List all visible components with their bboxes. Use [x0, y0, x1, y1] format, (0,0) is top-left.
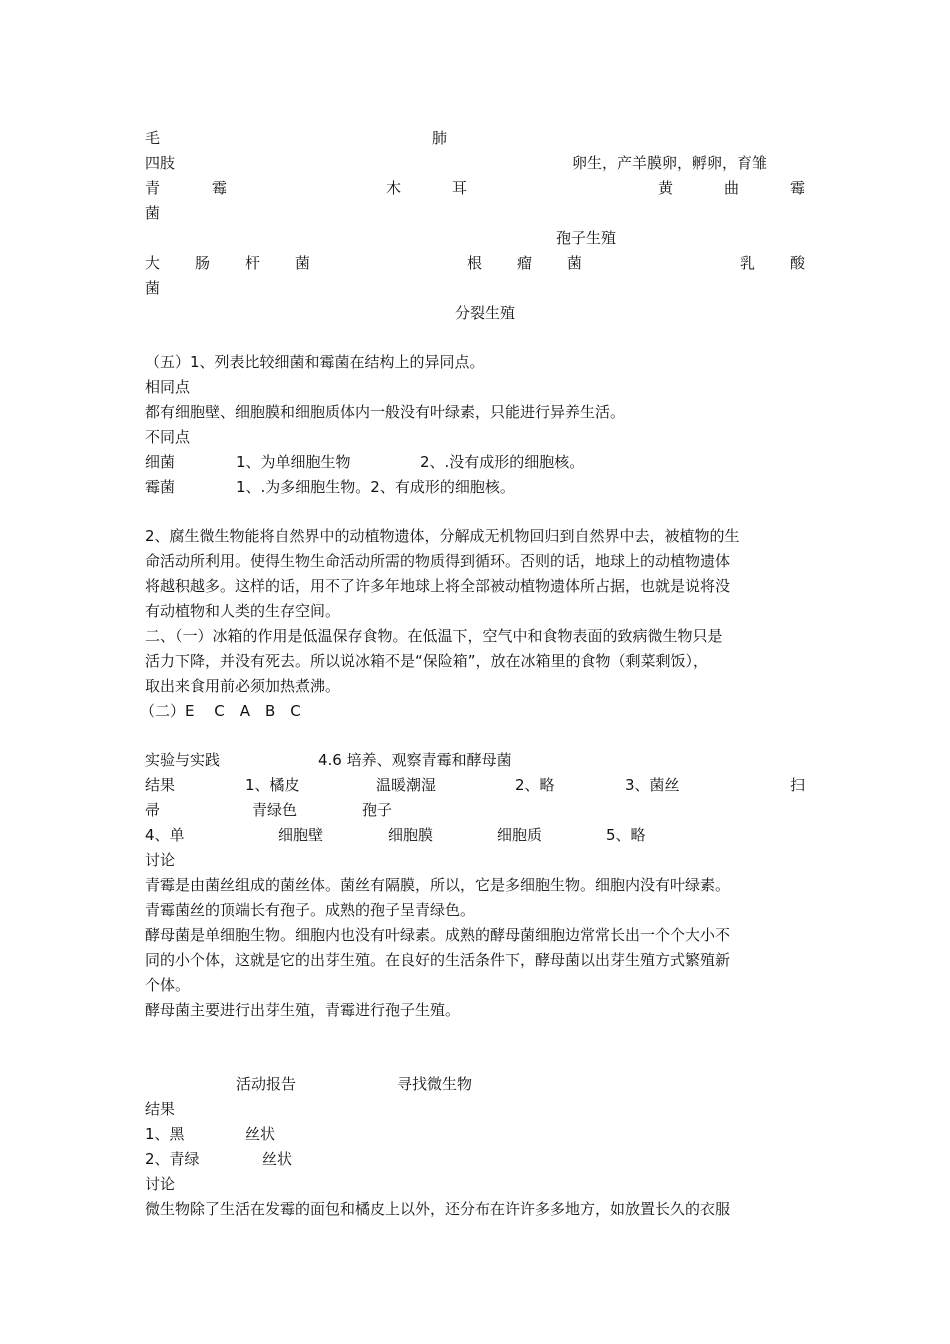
text-baozi: 孢子生殖: [556, 229, 617, 247]
text-jun4: 菌: [145, 279, 161, 297]
text-sizhi: 四肢: [145, 154, 176, 172]
text-mao: 毛: [145, 129, 161, 147]
text-d3: 细胞膜: [388, 826, 434, 844]
paragraph-line: 有动植物和人类的生存空间。: [145, 602, 341, 620]
text-er: 耳: [452, 179, 468, 197]
text-same: 都有细胞壁、细胞膜和细胞质体内一般没有叶绿素，只能进行异养生活。: [145, 403, 626, 421]
label-result: 结果: [145, 1100, 176, 1118]
text-qu: 曲: [724, 179, 740, 197]
label-bacteria: 细菌: [145, 453, 176, 471]
paragraph-line: 酵母菌主要进行出芽生殖，青霉进行孢子生殖。: [145, 1001, 461, 1019]
label-result: 结果: [145, 776, 176, 794]
text-liu: 瘤: [517, 254, 533, 272]
section-title-label: 实验与实践: [145, 751, 221, 769]
text-zhou: 帚: [145, 801, 161, 819]
text-gan: 杆: [245, 254, 261, 272]
paragraph-line: 青霉菌丝的顶端长有孢子。成熟的孢子呈青绿色。: [145, 901, 476, 919]
paragraph-line: 微生物除了生活在发霉的面包和橘皮上以外，还分布在许许多多地方，如放置长久的衣服: [145, 1200, 731, 1218]
text-jun1: 菌: [145, 204, 161, 222]
section-title: 寻找微生物: [397, 1075, 473, 1093]
text-d5: 5、略: [606, 826, 646, 844]
text-mei2: 霉: [790, 179, 806, 197]
text-a1: 1、黑: [145, 1125, 185, 1143]
paragraph-line: 青霉是由菌丝组成的菌丝体。菌丝有隔膜，所以，它是多细胞生物。细胞内没有叶绿素。: [145, 876, 731, 894]
text-r5: 扫: [790, 776, 806, 794]
text-d1: 4、单: [145, 826, 185, 844]
text-r4: 3、菌丝: [625, 776, 680, 794]
answer-line: （二）E C A B C: [140, 702, 301, 720]
text-r2: 温暖潮湿: [376, 776, 437, 794]
text-r3: 2、略: [515, 776, 555, 794]
heading-same: 相同点: [145, 378, 191, 396]
text-qinglvse: 青绿色: [252, 801, 298, 819]
paragraph-line: 命活动所利用。使得生物生命活动所需的物质得到循环。否则的话，地球上的动植物遗体: [145, 552, 731, 570]
text-luansheng: 卵生，产羊膜卵，孵卵，育雏: [572, 154, 768, 172]
text-gen: 根: [467, 254, 483, 272]
text-mold: 1、.为多细胞生物。2、有成形的细胞核。: [236, 478, 515, 496]
label-discussion: 讨论: [145, 851, 176, 869]
text-mu: 木: [386, 179, 402, 197]
text-bacteria-1: 1、为单细胞生物: [236, 453, 351, 471]
text-fenlie: 分裂生殖: [455, 304, 516, 322]
label-mold: 霉菌: [145, 478, 176, 496]
paragraph-line: 将越积越多。这样的话，用不了许多年地球上将全部被动植物遗体所占据，也就是说将没: [145, 577, 731, 595]
text-baozi: 孢子: [362, 801, 393, 819]
text-ru: 乳: [740, 254, 756, 272]
text-chang: 肠: [195, 254, 211, 272]
section-title-label: 活动报告: [236, 1075, 297, 1093]
text-jun2: 菌: [295, 254, 311, 272]
text-d4: 细胞质: [497, 826, 543, 844]
heading-diff: 不同点: [145, 428, 191, 446]
text-a2b: 丝状: [262, 1150, 293, 1168]
text-huang: 黄: [658, 179, 674, 197]
text-r1: 1、橘皮: [245, 776, 300, 794]
text-d2: 细胞壁: [278, 826, 324, 844]
text-mei: 霉: [212, 179, 228, 197]
text-bacteria-2: 2、.没有成形的细胞核。: [420, 453, 585, 471]
label-discussion: 讨论: [145, 1175, 176, 1193]
text-jun3: 菌: [567, 254, 583, 272]
paragraph-line: 二、（一）冰箱的作用是低温保存食物。在低温下，空气中和食物表面的致病微生物只是: [145, 627, 723, 645]
paragraph-line: 2、腐生微生物能将自然界中的动植物遗体，分解成无机物回归到自然界中去，被植物的生: [145, 527, 740, 545]
paragraph-line: 取出来食用前必须加热煮沸。: [145, 677, 341, 695]
paragraph-line: 活力下降，并没有死去。所以说冰箱不是“保险箱”，放在冰箱里的食物（剩菜剩饭），: [145, 652, 709, 670]
text-fei: 肺: [432, 129, 448, 147]
text-qing: 青: [145, 179, 161, 197]
text-da: 大: [145, 254, 161, 272]
paragraph-line: 酵母菌是单细胞生物。细胞内也没有叶绿素。成熟的酵母菌细胞边常常长出一个个大小不: [145, 926, 731, 944]
text-a1b: 丝状: [245, 1125, 276, 1143]
paragraph-line: 个体。: [145, 976, 191, 994]
section-title: 4.6 培养、观察青霉和酵母菌: [318, 751, 512, 769]
text-a2: 2、青绿: [145, 1150, 200, 1168]
paragraph-line: 同的小个体，这就是它的出芽生殖。在良好的生活条件下，酵母菌以出芽生殖方式繁殖新: [145, 951, 731, 969]
question-5-1: （五）1、列表比较细菌和霉菌在结构上的异同点。: [145, 353, 485, 371]
text-suan: 酸: [790, 254, 806, 272]
